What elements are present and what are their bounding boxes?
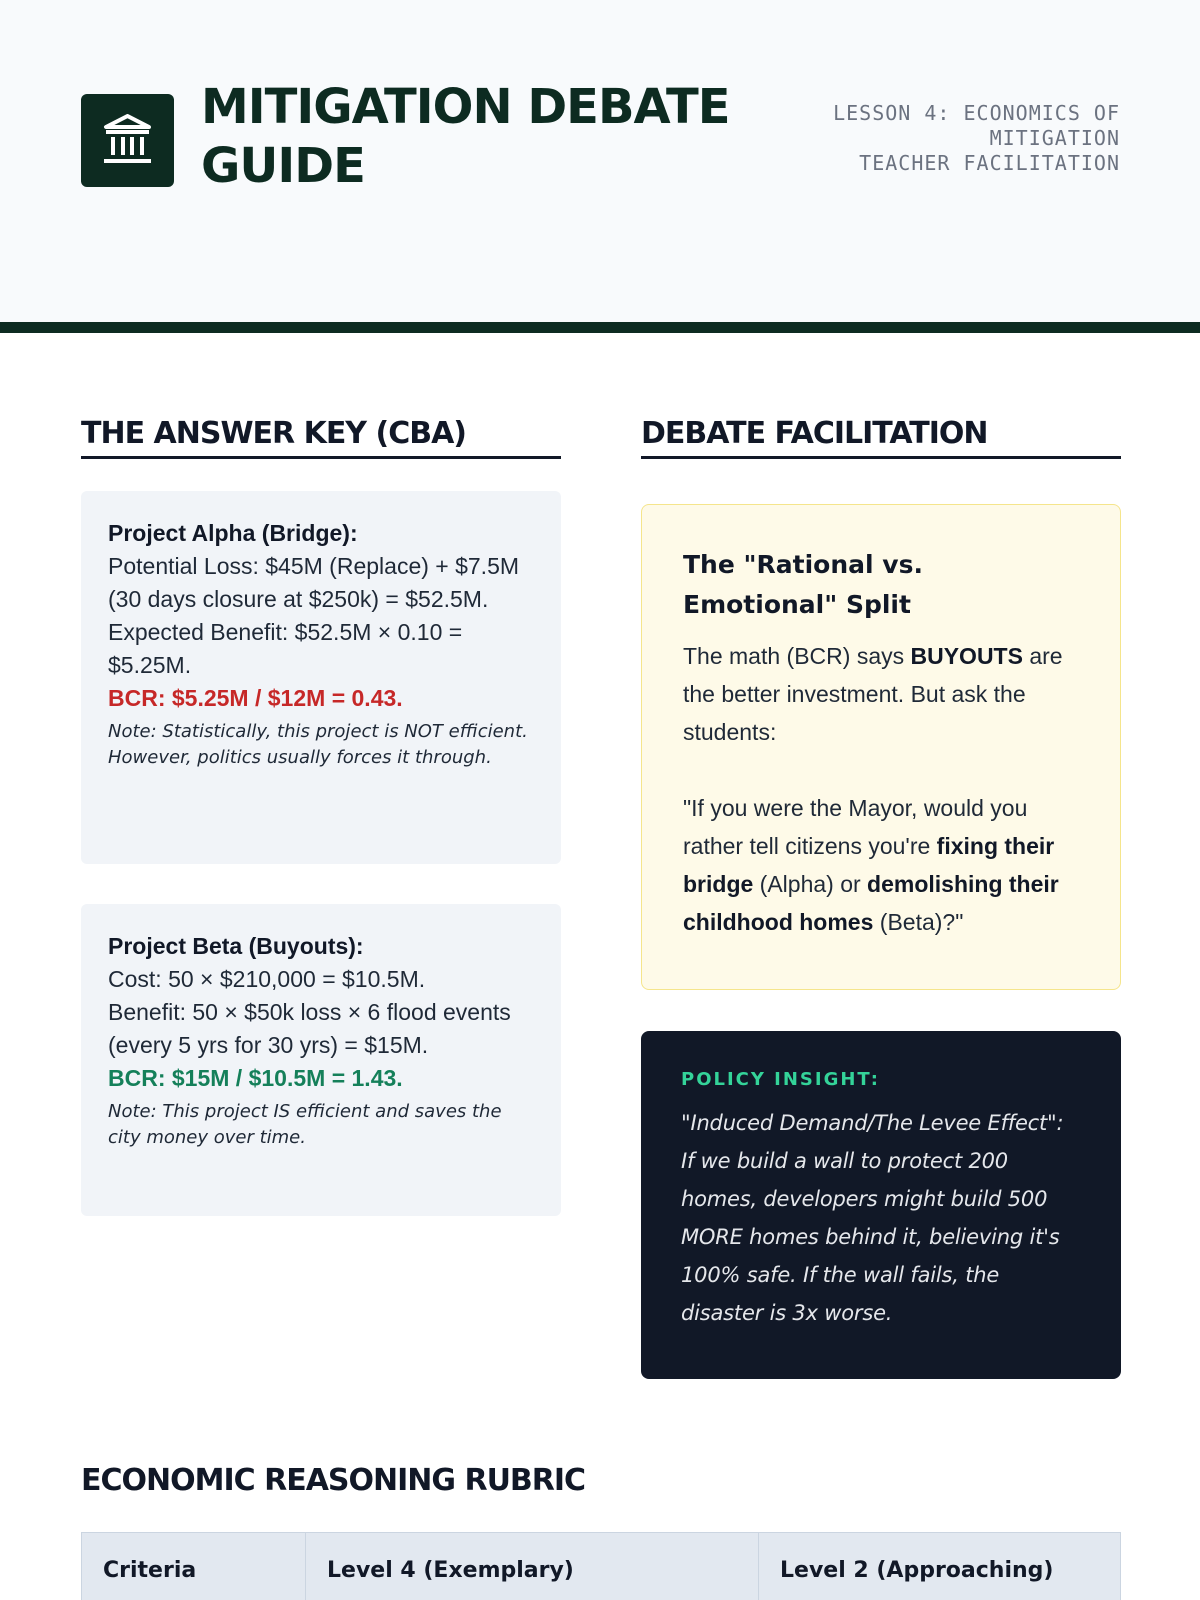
policy-insight-card [641,1031,1121,1379]
project-beta-bcr: BCR: $15M / $10.5M = 1.43. [108,1065,403,1091]
lesson-meta [740,101,1120,176]
header-divider [0,322,1200,333]
rubric-table [81,1532,1121,1600]
rubric-header-criteria: Criteria [82,1533,306,1600]
project-alpha-card [81,491,561,864]
project-beta-benefit: Benefit: 50 × $50k loss × 6 flood events (every 5 yrs for 30 yrs) = $15M. [108,999,511,1058]
rubric-heading: ECONOMIC REASONING RUBRIC [81,1463,586,1498]
project-alpha-name: Project Alpha (Bridge): [108,520,358,546]
project-beta-name: Project Beta (Buyouts): [108,933,364,959]
policy-insight-text: "Induced Demand/The Levee Effect": If we build a wall to protect 200 homes, developers might build 500 MORE homes behind it, believing it's 100% safe. If the wall fails, the disaster is 3x worse. [681,1111,1064,1325]
meta-line: LESSON 4: ECONOMICS OF [833,101,1120,125]
answer-key-heading: THE ANSWER KEY (CBA) [81,416,561,459]
project-beta-note: Note: This project IS efficient and saves the city money over time. [108,1101,502,1148]
meta-line: MITIGATION [989,126,1120,150]
project-alpha-loss: Potential Loss: $45M (Replace) + $7.5M (30 days closure at $250k) = $52.5M. [108,553,520,612]
page-title: MITIGATION DEBATE GUIDE [201,79,730,194]
project-alpha-note: Note: Statistically, this project is NOT efficient. However, politics usually forces it through. [108,721,528,768]
rubric-header-level4: Level 4 (Exemplary) [306,1533,759,1600]
rubric-header-level2: Level 2 (Approaching) [759,1533,1121,1600]
debate-facilitation-heading: DEBATE FACILITATION [641,416,1121,459]
split-intro: The math (BCR) says BUYOUTS are the better investment. But ask the students: [683,643,1063,745]
page-header [0,0,1200,322]
rubric-header-row [82,1533,1121,1600]
policy-insight-label: POLICY INSIGHT: [681,1069,880,1090]
project-beta-cost: Cost: 50 × $210,000 = $10.5M. [108,966,426,992]
project-beta-card [81,904,561,1216]
bank-icon [102,114,153,166]
logo [81,94,174,187]
project-alpha-benefit: Expected Benefit: $52.5M × 0.10 = $5.25M. [108,619,463,678]
meta-line: TEACHER FACILITATION [859,151,1120,175]
project-alpha-bcr: BCR: $5.25M / $12M = 0.43. [108,685,403,711]
rational-emotional-card [641,504,1121,990]
mayor-question: "If you were the Mayor, would you rather tell citizens you're fixing their bridge (Alpha) or demolishing their childhood homes (Beta)?" [683,795,1059,935]
split-heading: The "Rational vs. Emotional" Split [683,550,923,619]
